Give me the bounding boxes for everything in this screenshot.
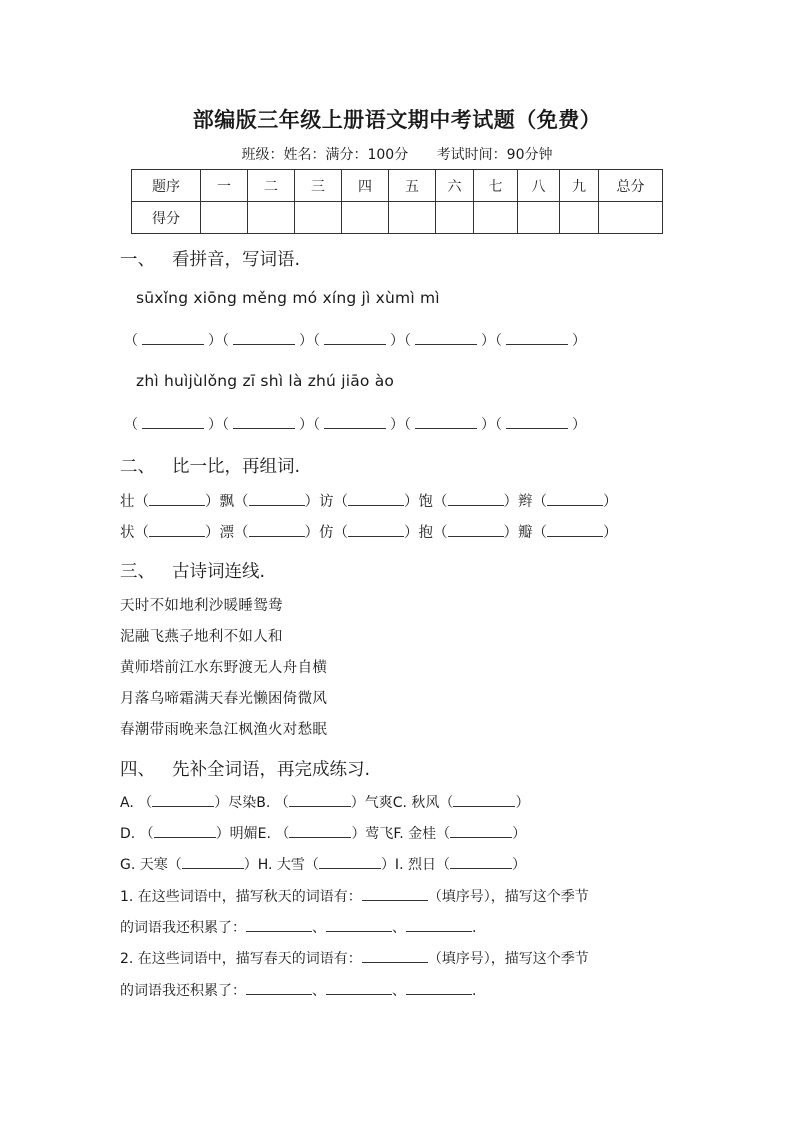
question-1-line-2[interactable]: 的词语我还积累了： 、 、 .: [120, 920, 477, 936]
poem-line: 天时不如地利沙暖睡鸳鸯: [120, 598, 283, 614]
section-number: 二、: [120, 457, 155, 477]
table-cell: 三: [295, 170, 342, 202]
table-cell: 四: [342, 170, 389, 202]
section-number: 一、: [120, 250, 155, 270]
section-title: 先补全词语，再完成练习.: [172, 760, 371, 780]
table-cell: 六: [436, 170, 474, 202]
score-input-cell[interactable]: [389, 202, 436, 234]
table-cell: 题序: [132, 170, 201, 202]
poem-line: 春潮带雨晚来急江枫渔火对愁眠: [120, 722, 328, 738]
character: 瓣: [518, 525, 533, 541]
score-table: [131, 169, 663, 234]
table-cell: 八: [518, 170, 560, 202]
section-heading-1: [120, 246, 300, 271]
table-cell: 二: [248, 170, 295, 202]
exercise-row-abc[interactable]: A. （ ）尽染B. （ ）气爽C. 秋风（ ）: [120, 795, 530, 811]
pinyin-row-1: sūxǐng xiōng měng mó xíng jì xùmì mì: [136, 289, 440, 307]
section-heading-3: [120, 558, 265, 583]
character: 仿: [319, 525, 334, 541]
table-cell: 七: [474, 170, 518, 202]
score-input-cell[interactable]: [248, 202, 295, 234]
table-cell: 五: [389, 170, 436, 202]
character: 状: [120, 525, 135, 541]
section-heading-4: [120, 756, 370, 781]
answer-blanks-row-1[interactable]: （ ）（ ）（ ）（ ）（ ）: [124, 333, 586, 349]
section-title: 古诗词连线.: [172, 562, 266, 582]
score-input-cell[interactable]: [599, 202, 663, 234]
score-input-cell[interactable]: [295, 202, 342, 234]
character: 漂: [219, 525, 234, 541]
compare-row-1[interactable]: 壮（ ）飘（ ）访（ ）饱（ ）辫（ ）: [120, 494, 618, 510]
section-number: 三、: [120, 562, 155, 582]
score-input-cell[interactable]: [518, 202, 560, 234]
compare-row-2[interactable]: 状（ ）漂（ ）仿（ ）抱（ ）瓣（ ）: [120, 525, 618, 541]
table-cell: 得分: [132, 202, 201, 234]
score-input-cell[interactable]: [201, 202, 248, 234]
score-input-cell[interactable]: [474, 202, 518, 234]
score-table-header-row: [132, 170, 663, 202]
character: 飘: [219, 494, 234, 510]
section-title: 比一比，再组词.: [172, 457, 301, 477]
score-input-cell[interactable]: [436, 202, 474, 234]
score-input-cell[interactable]: [560, 202, 599, 234]
poem-line: 月落乌啼霜满天春光懒困倚微风: [120, 691, 328, 707]
answer-blanks-row-2[interactable]: （ ）（ ）（ ）（ ）（ ）: [124, 417, 586, 433]
character: 饱: [418, 494, 433, 510]
exam-info: [0, 144, 794, 164]
character: 抱: [418, 525, 433, 541]
page-title: 部编版三年级上册语文期中考试题（免费）: [192, 107, 602, 132]
score-table-score-row: [132, 202, 663, 234]
section-heading-2: [120, 453, 300, 478]
character: 壮: [120, 494, 135, 510]
section-number: 四、: [120, 760, 155, 780]
question-2-line-2[interactable]: 的词语我还积累了： 、 、 .: [120, 983, 477, 999]
poem-line: 泥融飞燕子地利不如人和: [120, 629, 283, 645]
question-2-line-1[interactable]: 2. 在这些词语中，描写春天的词语有： （填序号），描写这个季节: [120, 951, 589, 967]
pinyin-row-2: zhì huìjùlǒng zī shì là zhú jiāo ào: [136, 372, 395, 390]
table-cell: 九: [560, 170, 599, 202]
score-input-cell[interactable]: [342, 202, 389, 234]
character: 访: [319, 494, 334, 510]
question-1-line-1[interactable]: 1. 在这些词语中，描写秋天的词语有： （填序号），描写这个季节: [120, 889, 589, 905]
table-cell: 总分: [599, 170, 663, 202]
exercise-row-def[interactable]: D. （ ）明媚E. （ ）莺飞F. 金桂（ ）: [120, 826, 527, 842]
exercise-row-ghi[interactable]: G. 天寒（ ）H. 大雪（ ）I. 烈日（ ）: [120, 857, 526, 873]
class-name-score-label: 班级：姓名：满分：100分: [241, 147, 409, 163]
section-title: 看拼音，写词语.: [172, 250, 301, 270]
character: 辫: [518, 494, 533, 510]
exam-time-label: 考试时间：90分钟: [436, 147, 553, 163]
table-cell: 一: [201, 170, 248, 202]
poem-line: 黄师塔前江水东野渡无人舟自横: [120, 660, 328, 676]
